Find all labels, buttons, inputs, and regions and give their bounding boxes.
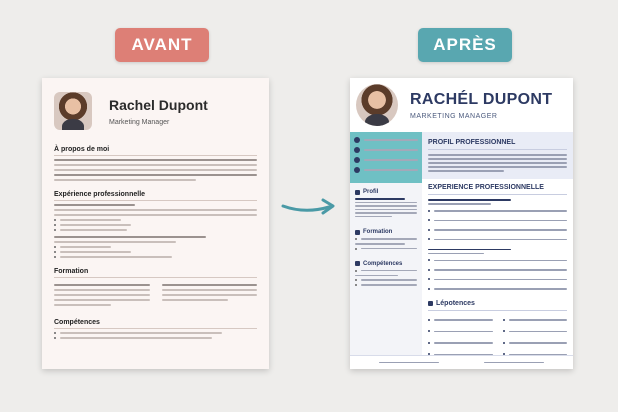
resume-sidebar <box>350 132 422 369</box>
resume-header <box>350 78 573 132</box>
resume-after <box>350 78 573 369</box>
section-experience <box>54 191 257 258</box>
arrow-right-icon <box>281 196 337 218</box>
section-title: À propos de moi <box>54 146 257 156</box>
section-skills <box>54 319 257 339</box>
section-title: PROFIL PROFESSIONNEL <box>428 134 567 150</box>
section-title: Compétences <box>363 260 403 267</box>
skills-icon <box>428 301 433 306</box>
section-profile <box>422 132 573 179</box>
location-icon <box>354 157 360 163</box>
after-label: APRÈS <box>418 28 512 62</box>
education-icon <box>355 230 360 235</box>
avatar <box>54 92 92 130</box>
resume-main <box>422 132 573 369</box>
email-icon <box>354 147 360 153</box>
section-title: Compétences <box>54 319 257 329</box>
before-label: AVANT <box>115 28 209 62</box>
sidebar-profile <box>350 183 422 217</box>
section-title: Formation <box>363 229 393 235</box>
resume-before <box>42 78 269 369</box>
contact-block <box>350 132 422 183</box>
profile-icon <box>355 190 360 195</box>
sidebar-education <box>350 219 422 250</box>
resume-footer <box>350 355 573 369</box>
section-title: EXPERIENCE PROFESSIONNELLE <box>428 179 567 195</box>
candidate-name: RACHÉL DUPONT <box>410 90 553 108</box>
link-icon <box>354 167 360 173</box>
phone-icon <box>354 137 360 143</box>
candidate-role: Marketing Manager <box>109 118 170 126</box>
section-title: Profil <box>363 189 379 195</box>
candidate-role: MARKETING MANAGER <box>410 112 498 120</box>
skills-icon <box>355 261 360 266</box>
sidebar-skills <box>350 253 422 287</box>
resume-header <box>54 86 257 136</box>
section-title: Lépotences <box>436 300 475 307</box>
section-education <box>54 268 257 309</box>
candidate-name: Rachel Dupont <box>109 96 208 113</box>
section-experience <box>428 179 567 292</box>
section-skills <box>428 295 567 359</box>
avatar <box>356 84 398 126</box>
section-title: Formation <box>54 268 257 278</box>
section-title: Expérience professionnelle <box>54 191 257 201</box>
section-about <box>54 146 257 181</box>
